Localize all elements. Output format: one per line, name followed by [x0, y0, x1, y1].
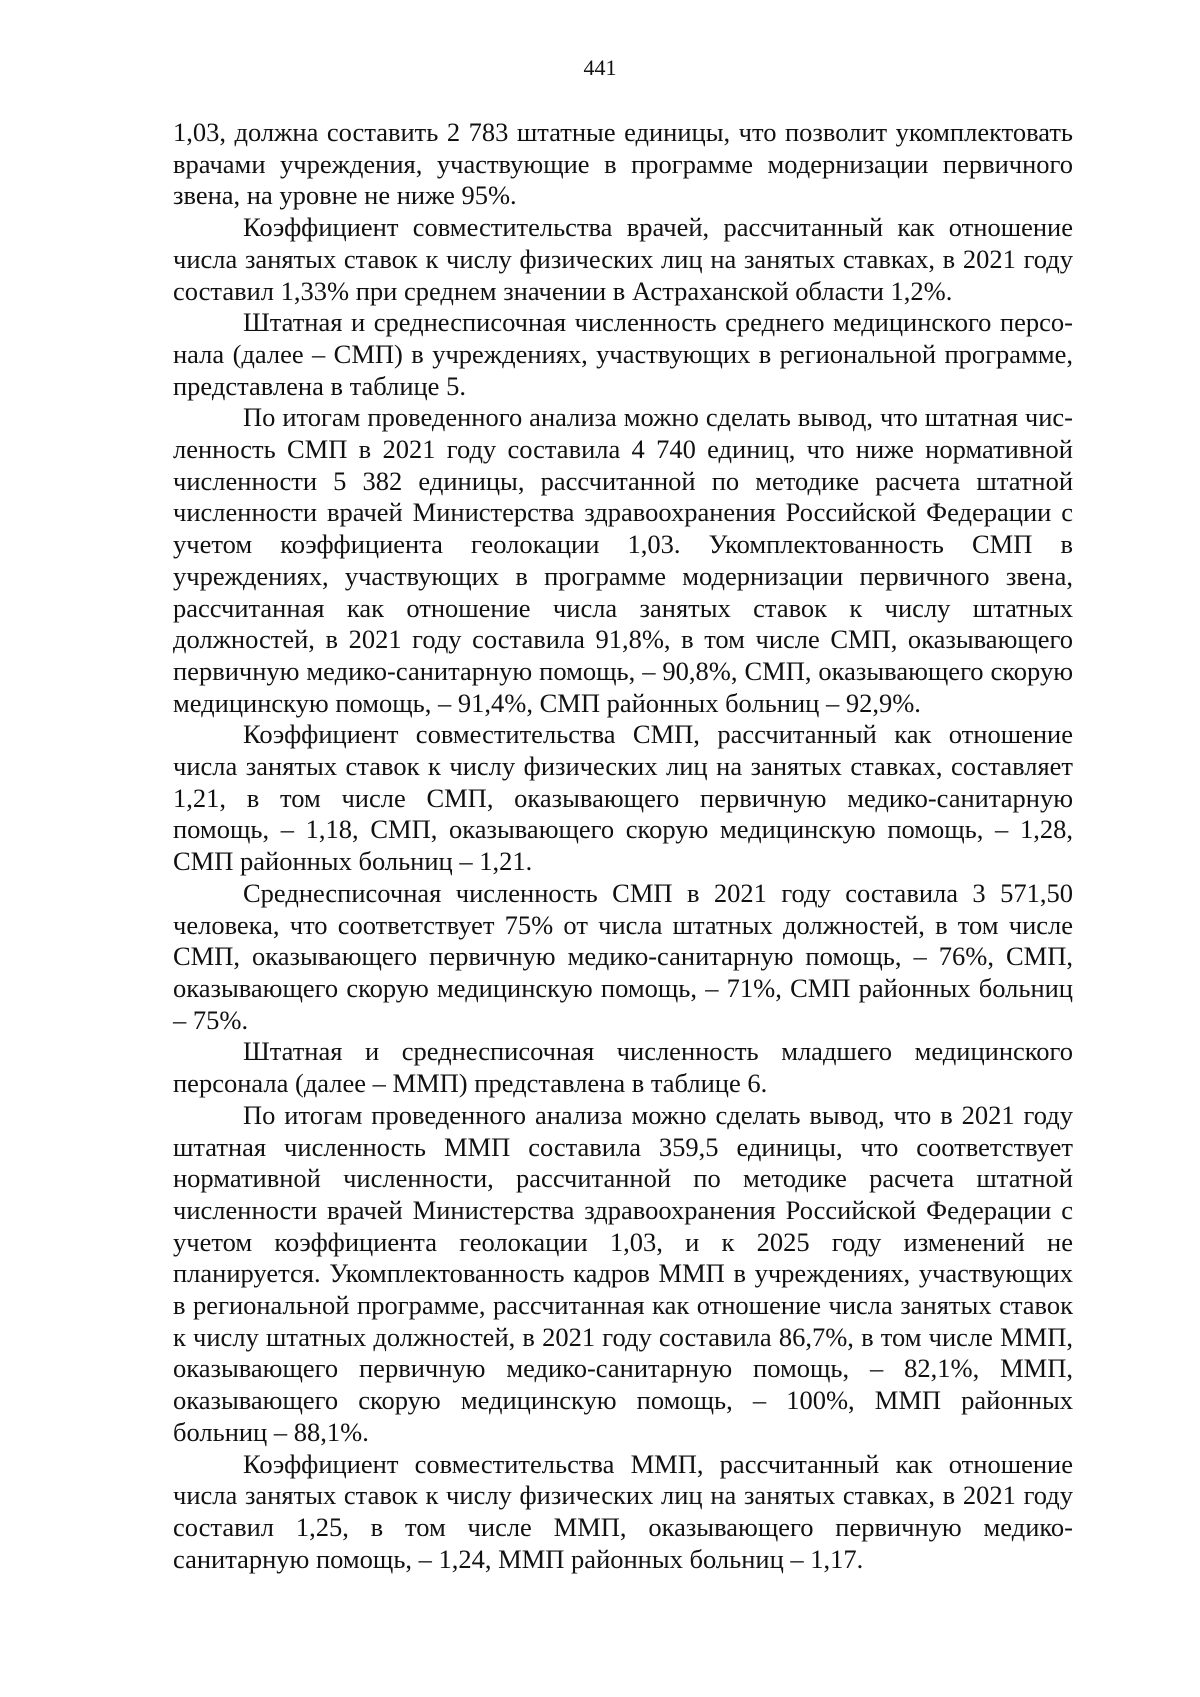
- paragraph-smp-average-headcount: Среднесписочная численность СМП в 2021 году составила 3 571,50 человека, что соответствует 75% от числа штатных должностей, в том числе СМП, оказывающего первичную медико-санитарную помощь, – 76%, СМП, оказывающего скорую медицинскую помощь, – 71%, СМП районных больниц – 75%.: [173, 877, 1073, 1035]
- paragraph-doctor-combination-coefficient: Коэффициент совместительства врачей, рассчитанный как отношение числа занятых ставок к числу физических лиц на занятых ставках, в 2021 году составил 1,33% при среднем значении в Астраханской области 1,2%.: [173, 212, 1073, 306]
- paragraph-smp-table-reference: Штатная и среднесписочная численность среднего медицинского персонала (далее – СМП) в учреждениях, участвующих в региональной программе, представлена в таблице 5.: [173, 307, 1073, 401]
- paragraph-mmp-staffing-analysis: По итогам проведенного анализа можно сделать вывод, что в 2021 году штатная численность ММП составила 359,5 единицы, что соответствует нормативной численности, рассчитанной по методике расчета штатной численности врачей Министерства здравоохранения Российской Федерации с учетом коэффициента геолокации 1,03, и к 2025 году изменений не планируется. Укомплектованность кадров ММП в учреждениях, участвующих в региональной программе, рассчитанная как отношение числа занятых ставок к числу штатных должностей, в 2021 году составила 86,7%, в том числе ММП, оказывающего первичную медико-санитарную помощь, – 82,1%, ММП, оказывающего скорую медицинскую помощь, – 100%, ММП районных больниц – 88,1%.: [173, 1099, 1073, 1447]
- page-number: 441: [583, 55, 617, 80]
- paragraph-doctor-staffing-target: 1,03, должна составить 2 783 штатные единицы, что позволит укомплектовать врачами учреждения, участвующие в программе модернизации первичного звена, на уровне не ниже 95%.: [173, 117, 1073, 211]
- paragraph-mmp-combination-coefficient: Коэффициент совместительства ММП, рассчитанный как отношение числа занятых ставок к числу физических лиц на занятых ставках, в 2021 году составил 1,25, в том числе ММП, оказывающего первичную медико-санитарную помощь, – 1,24, ММП районных больниц – 1,17.: [173, 1448, 1073, 1574]
- body-text: [173, 117, 1073, 1575]
- paragraph-smp-staffing-analysis: По итогам проведенного анализа можно сделать вывод, что штатная численность СМП в 2021 году составила 4 740 единиц, что ниже нормативной численности 5 382 единицы, рассчитанной по методике расчета штатной численности врачей Министерства здравоохранения Российской Федерации с учетом коэффициента геолокации 1,03. Укомплектованность СМП в учреждениях, участвующих в программе модернизации первичного звена, рассчитанная как отношение числа занятых ставок к числу штатных должностей, в 2021 году составила 91,8%, в том числе СМП, оказывающего первичную медико-санитарную помощь, – 90,8%, СМП, оказывающего скорую медицинскую помощь, – 91,4%, СМП районных больниц – 92,9%.: [173, 402, 1073, 718]
- paragraph-smp-combination-coefficient: Коэффициент совместительства СМП, рассчитанный как отношение числа занятых ставок к числу физических лиц на занятых ставках, составляет 1,21, в том числе СМП, оказывающего первичную медико-санитарную помощь, – 1,18, СМП, оказывающего скорую медицинскую помощь, – 1,28, СМП районных больниц – 1,21.: [173, 719, 1073, 877]
- paragraph-mmp-table-reference: Штатная и среднесписочная численность младшего медицинского персонала (далее – ММП) представлена в таблице 6.: [173, 1036, 1073, 1099]
